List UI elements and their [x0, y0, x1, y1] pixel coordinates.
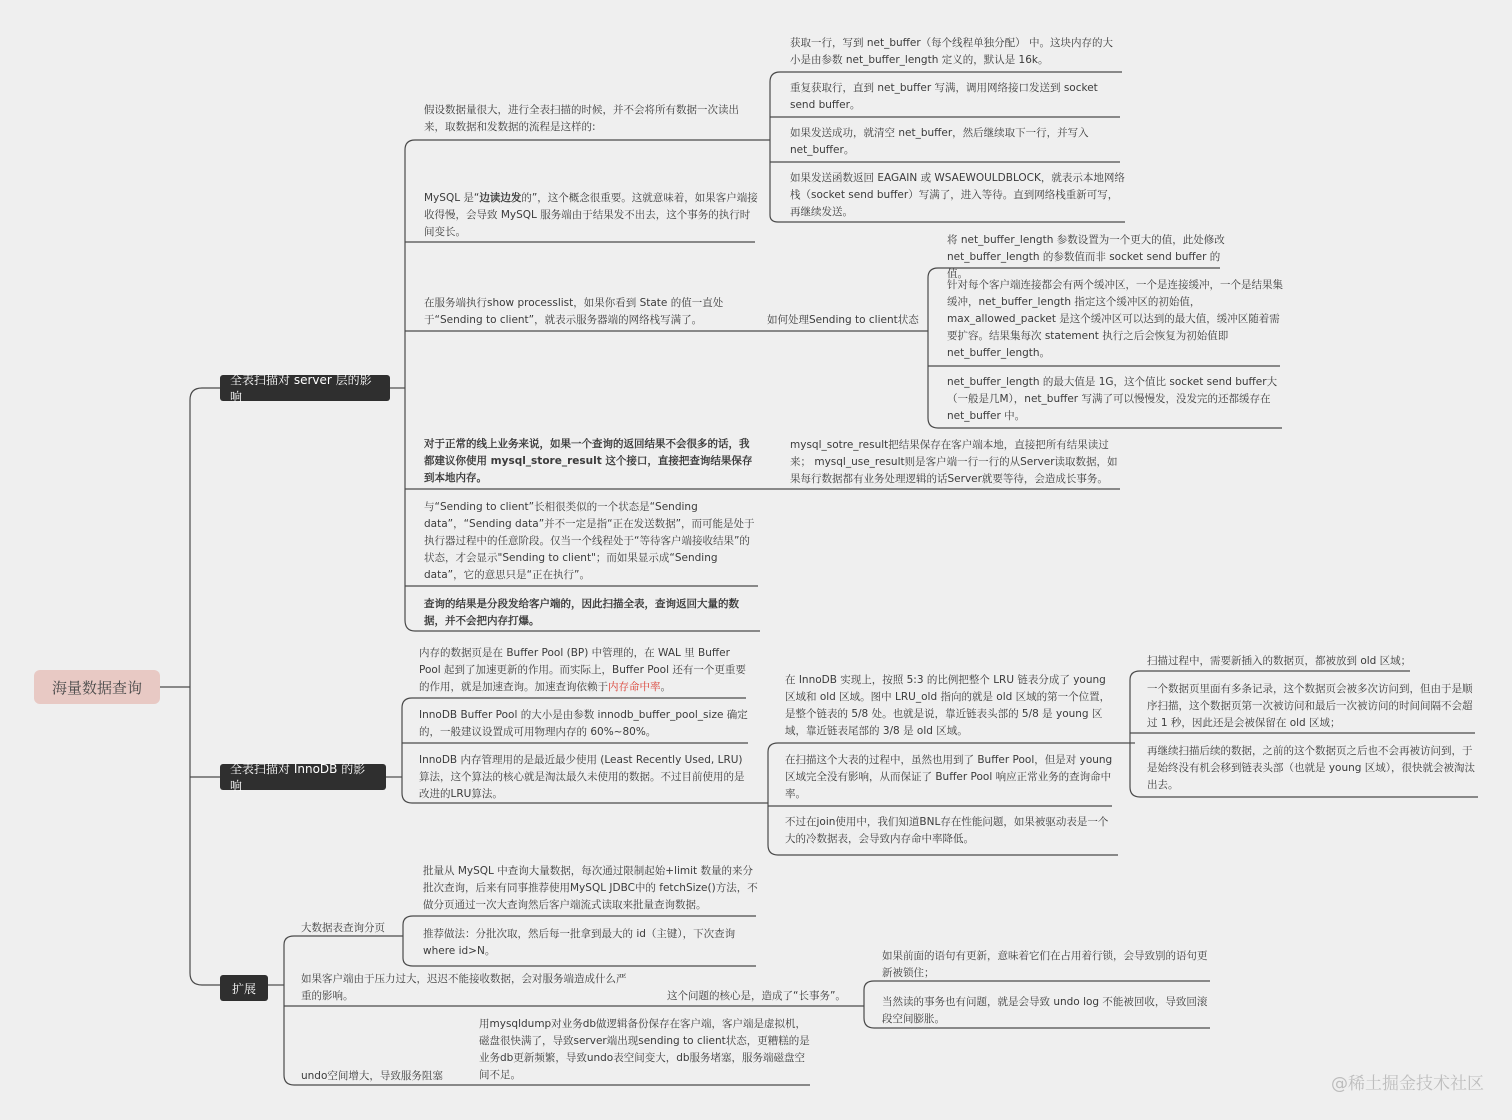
node-flow-step-4[interactable]: 如果发送函数返回 EAGAIN 或 WSAEWOULDBLOCK，就表示本地网络栈（socket send buffer）写满了，进入等待。直到网络栈重新可写，再继续发送。 — [790, 172, 1125, 218]
node-handle-3[interactable]: net_buffer_length 的最大值是 1G，这个值比 socket send buffer大（一般是几M），net_buffer 写满了可以慢慢发，没发完的还都缓存在 net_buffer 中。 — [947, 376, 1278, 422]
node-flow-step-1[interactable]: 获取一行，写到 net_buffer（每个线程单独分配） 中。这块内存的大小是由参数 net_buffer_length 定义的，默认是 16k。 — [790, 37, 1113, 66]
mysql-streaming-pre: MySQL 是“ — [424, 192, 480, 204]
buffer-pool-pre: 内存的数据页是在 Buffer Pool (BP) 中管理的，在 WAL 里 Buffer Pool 起到了加速更新的作用。而实际上，Buffer Pool 还有一个更重要的作用，就是加速查询。加速查询依赖于 — [419, 647, 746, 693]
node-scan-1[interactable]: 扫描过程中，需要新插入的数据页，都被放到 old 区域； — [1147, 655, 1412, 667]
node-scan-2[interactable]: 一个数据页里面有多条记录，这个数据页会被多次访问到，但由于是顺序扫描，这个数据页第一次被访问和最后一次被访问的时间间隔不会超过 1 秒，因此还是会被保留在 old 区域； — [1147, 683, 1473, 729]
node-flow-step-3[interactable]: 如果发送成功，就清空 net_buffer，然后继续取下一行，并写入 net_buffer。 — [790, 127, 1089, 156]
branch-server-impact[interactable]: 全表扫描对 server 层的影响 — [220, 375, 390, 401]
root-topic[interactable]: 海量数据查询 — [34, 670, 160, 704]
node-undo-detail[interactable]: 用mysqldump对业务db做逻辑备份保存在客户端，客户端是虚拟机，磁盘很快满了，导致server端出现sending to client状态，更糟糕的是业务db更新频繁，导致undo表空间变大，db服务堵塞，服务端磁盘空间不足。 — [479, 1018, 810, 1081]
node-core-2[interactable]: 当然读的事务也有问题，就是会导致 undo log 不能被回收，导致回滚段空间膨胀。 — [882, 996, 1208, 1025]
node-scan-3[interactable]: 再继续扫描后续的数据，之前的这个数据页之后也不会再被访问到，于是始终没有机会移到链表头部（也就是 young 区域），很快就会被淘汰出去。 — [1147, 745, 1476, 791]
node-undo[interactable]: undo空间增大，导致服务阻塞 — [301, 1070, 443, 1082]
node-sending-data[interactable]: 与“Sending to client”长相很类似的一个状态是“Sending data”，“Sending data”并不一定是指“正在发送数据”，而可能是处于执行器过程中的任意阶段。仅当一个线程处于“等待客户端接收结果”的状态，才会显示"Sending to client"；而如果显示成“Sending data”，它的意思只是“正在执行”。 — [424, 501, 755, 581]
node-handle-1[interactable]: 将 net_buffer_length 参数设置为一个更大的值，此处修改 net_buffer_length 的参数值而非 socket send buffer 的值。 — [947, 234, 1225, 280]
node-flow-intro[interactable]: 假设数据量很大，进行全表扫描的时候，并不会将所有数据一次读出来，取数据和发数据的流程是这样的: — [424, 104, 739, 133]
node-core-1[interactable]: 如果前面的语句有更新，意味着它们在占用着行锁，会导致别的语句更新被锁住； — [882, 950, 1208, 979]
node-handle-sending[interactable]: 如何处理Sending to client状态 — [767, 314, 919, 326]
node-flow-step-2[interactable]: 重复获取行，直到 net_buffer 写满，调用网络接口发送到 socket send buffer。 — [790, 82, 1098, 111]
node-buffer-pool[interactable] — [419, 645, 749, 696]
mysql-streaming-post: 的”，这个概念很重要。这就意味着，如果客户端接收得慢，会导致 MySQL 服务端由于结果发不出去，这个事务的执行时间变长。 — [424, 192, 758, 238]
node-bp-size[interactable]: InnoDB Buffer Pool 的大小是由参数 innodb_buffer_pool_size 确定的，一般建议设置成可用物理内存的 60%~80%。 — [419, 709, 748, 738]
node-pressure[interactable]: 如果客户端由于压力过大，迟迟不能接收数据，会对服务端造成什么严重的影响。 — [301, 973, 627, 1002]
node-paging[interactable]: 大数据表查询分页 — [301, 922, 385, 934]
node-core[interactable]: 这个问题的核心是，造成了“长事务”。 — [667, 990, 846, 1002]
mysql-streaming-bold: 边读边发 — [479, 192, 522, 204]
node-paging-2[interactable]: 推荐做法：分批次取，然后每一批拿到最大的 id（主键），下次查询 where id>N。 — [423, 928, 736, 957]
buffer-pool-highlight: 内存命中率 — [608, 681, 661, 693]
buffer-pool-post: 。 — [660, 681, 671, 693]
node-lru-2[interactable]: 在扫描这个大表的过程中，虽然也用到了 Buffer Pool，但是对 young 区域完全没有影响，从而保证了 Buffer Pool 响应正常业务的查询命中率。 — [785, 754, 1113, 800]
node-store-detail[interactable]: mysql_sotre_result把结果保存在客户端本地，直接把所有结果读过来； mysql_use_result则是客户端一行一行的从Server读取数据，如果每行数据都有业务处理逻辑的话Server就要等待，会造成长事务。 — [790, 439, 1118, 485]
watermark: @稀土掘金技术社区 — [1331, 1074, 1484, 1094]
node-handle-2[interactable]: 针对每个客户端连接都会有两个缓冲区，一个是连接缓冲，一个是结果集缓冲，net_buffer_length 指定这个缓冲区的初始值，max_allowed_packet 是这个缓冲区可以达到的最大值，缓冲区随着需要扩容。结果集每次 statement 执行之后会恢复为初始值即 net_buffer_length。 — [947, 279, 1283, 359]
node-processlist[interactable]: 在服务端执行show processlist，如果你看到 State 的值一直处于“Sending to client”，就表示服务器端的网络栈写满了。 — [424, 297, 724, 326]
node-mysql-streaming[interactable] — [424, 190, 759, 241]
node-store-result[interactable]: 对于正常的线上业务来说，如果一个查询的返回结果不会很多的话，我都建议你使用 mysql_store_result 这个接口，直接把查询结果保存到本地内存。 — [424, 438, 753, 484]
branch-extension[interactable]: 扩展 — [220, 975, 268, 1001]
node-lru[interactable]: InnoDB 内存管理用的是最近最少使用 (Least Recently Used, LRU) 算法，这个算法的核心就是淘汰最久未使用的数据。不过目前使用的是改进的LRU算法。 — [419, 754, 745, 800]
node-paging-1[interactable]: 批量从 MySQL 中查询大量数据，每次通过限制起始+limit 数量的来分批次查询，后来有同事推荐使用MySQL JDBC中的 fetchSize()方法，不做分页通过一次大查询然后客户端流式读取来批量查询数据。 — [423, 865, 758, 911]
node-lru-1[interactable]: 在 InnoDB 实现上，按照 5:3 的比例把整个 LRU 链表分成了 young 区域和 old 区域。图中 LRU_old 指向的就是 old 区域的第一个位置，是整个链表的 5/8 处。也就是说，靠近链表头部的 5/8 是 young 区域，靠近链表尾部的 3/8 是 old 区域。 — [785, 674, 1111, 737]
node-lru-3[interactable]: 不过在join使用中，我们知道BNL存在性能问题，如果被驱动表是一个大的冷数据表，会导致内存命中率降低。 — [785, 816, 1109, 845]
branch-innodb-impact[interactable]: 全表扫描对 InnoDB 的影响 — [220, 764, 386, 790]
node-segmented[interactable]: 查询的结果是分段发给客户端的，因此扫描全表，查询返回大量的数据，并不会把内存打爆。 — [424, 598, 739, 627]
